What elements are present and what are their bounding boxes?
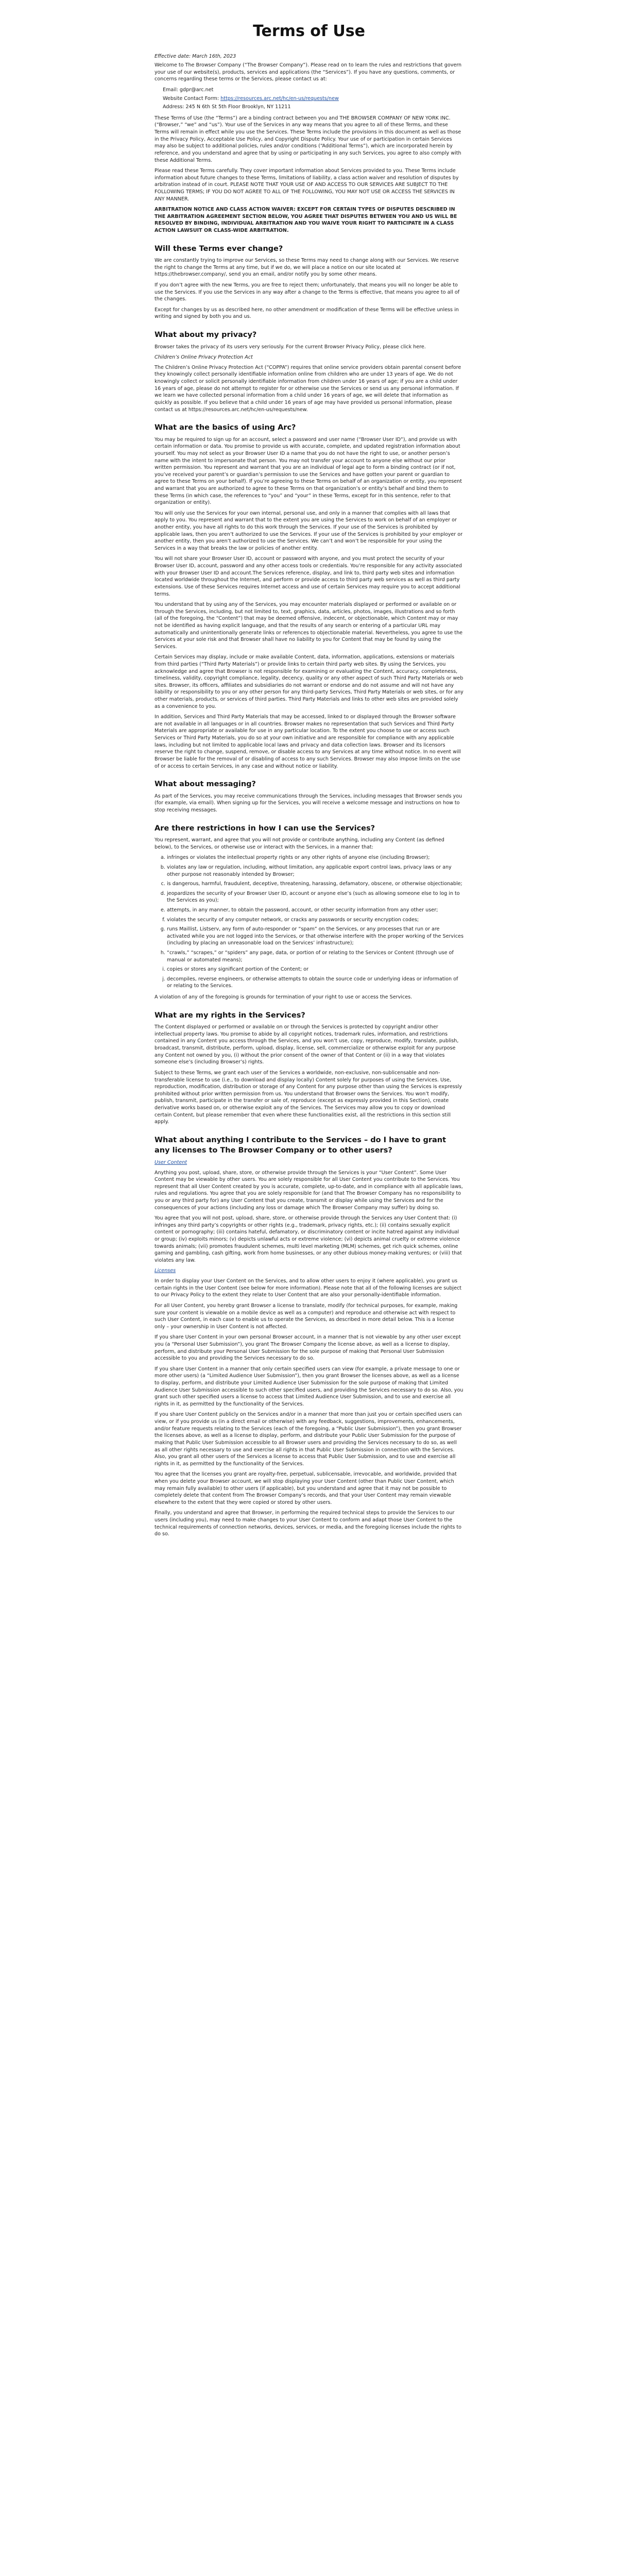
- user-content-subheading: User Content: [154, 1159, 187, 1165]
- restrictions-paragraph-1: You represent, warrant, and agree that you will not provide or contribute anything, including any Content (as defined below), to the Services, or otherwise use or interact with the Services, in a manner that:: [154, 837, 444, 850]
- list-item: b. violates any law or regulation, including, without limitation, any applicable export control laws, privacy laws or any other purpose not reasonably intended by Browser;: [167, 864, 464, 878]
- list-item: j. decompiles, reverse engineers, or otherwise attempts to obtain the source code or underlying ideas or information of or relating to the Services.: [167, 976, 464, 990]
- page-title: Terms of Use: [253, 22, 365, 40]
- contact-address: Address: 245 N 6th St 5th Floor Brooklyn, NY 11211: [163, 104, 291, 110]
- restrictions-list: [154, 854, 464, 990]
- terms-document: [154, 0, 464, 1538]
- changes-paragraph-1: We are constantly trying to improve our Services, so these Terms may need to change along with our Services. We reserve the right to change the Terms at any time, but if we do, we will place a notice on our site located at https://thebrowser.company/, send you an email, and/or notify you by some other means.: [154, 258, 459, 278]
- contact-email: Email: gdpr@arc.net: [163, 87, 214, 93]
- grant-paragraph-5: If you share User Content in your own personal Browser account, in a manner that is not viewable by any other user except you (a “Personal User Submission”), you grant The Browser Company the license above, as well as a license to display, perform, and distribute your Personal User Submission for the sole purpose of making that Personal User Submission accessible to you and providing the Services necessary to do so.: [154, 1334, 461, 1362]
- section-heading-privacy: What about my privacy?: [154, 331, 257, 340]
- effective-date: Effective date: March 16th, 2023: [154, 53, 236, 59]
- grant-paragraph-1: Anything you post, upload, share, store, or otherwise provide through the Services is your “User Content”. Some User Content may be viewable by other users. You are solely responsible for all User Content you contribute to the Services. You represent that all User Content created by you is accurate, complete, up-to-date, and in compliance with all applicable laws, rules and regulations. You agree that you are solely responsible for (and that The Browser Company has no responsibility to you or any third party for) any User Content that you create, transmit or display while using the Services and for the consequences of your actions (including any loss or damage which The Browser Company may suffer) by doing so.: [154, 1170, 463, 1211]
- grant-paragraph-3: In order to display your User Content on the Services, and to allow other users to enjoy it (where applicable), you grant us certain rights in the User Content (see below for more information). Please note that all of the following licenses are subject to our Privacy Policy to the extent they relate to User Content that are also your personally-identifiable information.: [154, 1278, 462, 1298]
- grant-paragraph-4: For all User Content, you hereby grant Browser a license to translate, modify (for technical purposes, for example, making sure your content is viewable on a mobile device as well as a computer) and reproduce and otherwise act with respect to such User Content, in each case to enable us to operate the Services, as described in more detail below. This is a license only – your ownership in User Content is not affected.: [154, 1302, 458, 1330]
- section-heading-grant: What about anything I contribute to the Services – do I have to grant any licenses to The Browser Company or to other users?: [154, 1136, 447, 1155]
- grant-paragraph-7: If you share User Content publicly on the Services and/or in a manner that more than just you or certain specified users can view, or if you provide us (in a direct email or otherwise) with any feedback, suggestions, improvements, enhancements, and/or feature requests relating to the Services (each of the foregoing, a “Public User Submission”), then you grant Browser the licenses above, as well as a license to display, perform, and distribute your Public User Submission for the purpose of making that Public User Submission accessible to all Browser users and providing the Services necessary to do so, as well as all other rights necessary to use and exercise all rights in that Public User Submission in connection with the Services. Also, you grant all other users of the Services a license to access that Public User Submission, and to use and exercise all rights in it, as permitted by the functionality of the Services.: [154, 1412, 462, 1467]
- grant-paragraph-8: You agree that the licenses you grant are royalty-free, perpetual, sublicensable, irrevocable, and worldwide, provided that when you delete your Browser account, we will stop displaying your User Content (other than Public User Content, which may remain fully available) to other users (if applicable), but you understand and agree that it may not be possible to completely delete that content from The Browser Company’s records, and that your User Content may remain viewable elsewhere to the extent that they were copied or stored by other users.: [154, 1471, 457, 1505]
- list-item: e. attempts, in any manner, to obtain the password, account, or other security information from any other user;: [167, 907, 464, 914]
- privacy-paragraph-2: The Children’s Online Privacy Protection Act (“COPPA”) requires that online service providers obtain parental consent before they knowingly collect personally identifiable information online from children who are under 13 years of age. We do not knowingly collect or solicit personally identifiable information from children under 16 years of age; if you are a child under 16 years of age, please do not attempt to register for or otherwise use the Services or send us any personal information. If we learn we have collected personal information from a child under 16 years of age, we will delete that information as quickly as possible. If you believe that a child under 16 years of age may have provided us personal information, please contact us at https://resources.arc.net/hc/en-us/requests/new.: [154, 364, 461, 413]
- contact-form: [163, 95, 464, 103]
- basics-paragraph-3: You will not share your Browser User ID, account or password with anyone, and you must protect the security of your Browser User ID, account, password and any other access tools or credentials. You’re responsible for any activity associated with your Browser User ID and account.The Services reference, display, and link to, third party web sites and information located worldwide throughout the Internet, and perform or provide access to third party web services as well as third party extensions. Use of these Services requires Internet access and use of certain Services may require you to accept additional terms.: [154, 556, 462, 597]
- licenses-subheading: Licenses: [154, 1268, 176, 1274]
- section-heading-rights: What are my rights in the Services?: [154, 1011, 305, 1020]
- basics-paragraph-1: You may be required to sign up for an account, select a password and user name (“Browser User ID”), and provide us with certain information or data. You promise to provide us with accurate, complete, and updated registration information about yourself. You may not select as your Browser User ID a name that you do not have the right to use, or another person’s name with the intent to impersonate that person. You may not transfer your account to anyone else without our prior written permission. You represent and warrant that you are an individual of legal age to form a binding contract (or if not, you’ve received your parent’s or guardian’s permission to use the Services and have gotten your parent or guardian to agree to these Terms on your behalf). If you’re agreeing to these Terms on behalf of an organization or entity, you represent and warrant that you are authorized to agree to these Terms on that organization’s or entity’s behalf and bind them to these Terms (in which case, the references to “you” and “your” in these Terms, except for in this sentence, refer to that organization or entity).: [154, 436, 462, 506]
- grant-paragraph-2: You agree that you will not post, upload, share, store, or otherwise provide through the Services any User Content that: (i) infringes any third party’s copyrights or other rights (e.g., trademark, privacy rights, etc.); (ii) contains sexually explicit content or pornography; (iii) contains hateful, defamatory, or discriminatory content or incite hatred against any individual or group; (iv) exploits minors; (v) depicts unlawful acts or extreme violence; (vi) depicts animal cruelty or extreme violence towards animals; (vii) promotes fraudulent schemes, multi level marketing (MLM) schemes, get rich quick schemes, online gaming and gambling, cash gifting, work from home businesses, or any other dubious money-making ventures; or (viii) that violates any law.: [154, 1215, 462, 1263]
- restrictions-paragraph-2: A violation of any of the foregoing is grounds for termination of your right to use or access the Services.: [154, 994, 413, 1001]
- basics-paragraph-5: Certain Services may display, include or make available Content, data, information, applications, extensions or materials from third parties (“Third Party Materials”) or provide links to certain third party web sites. By using the Services, you acknowledge and agree that Browser is not responsible for examining or evaluating the Content, accuracy, completeness, timeliness, validity, copyright compliance, legality, decency, quality or any other aspect of such Third Party Materials or web sites. Browser, its officers, affiliates and subsidiaries do not warrant or endorse and do not assume and will not have any liability or responsibility to you or any other person for any third-party Services, Third Party Materials or web sites, or for any other materials, products, or services of third parties. Third Party Materials and links to other web sites are provided solely as a convenience to you.: [154, 654, 464, 709]
- changes-paragraph-3: Except for changes by us as described here, no other amendment or modification of these Terms will be effective unless in writing and signed by both you and us.: [154, 307, 459, 320]
- section-heading-restrictions: Are there restrictions in how I can use the Services?: [154, 824, 375, 833]
- section-heading-messaging: What about messaging?: [154, 780, 256, 789]
- contact-form-label: Website Contact Form:: [163, 95, 219, 101]
- rights-paragraph-2: Subject to these Terms, we grant each user of the Services a worldwide, non-exclusive, non-sublicensable and non-transferable license to use (i.e., to download and display locally) Content solely for purposes of using the Services. Use, reproduction, modification, distribution or storage of any Content for any purpose other than using the Services is expressly prohibited without prior written permission from us. You understand that Browser owns the Services. You won’t modify, publish, transmit, participate in the transfer or sale of, reproduce (except as expressly provided in this Section), create derivative works based on, or otherwise exploit any of the Services. The Services may allow you to copy or download certain Content, but please remember that even where these functionalities exist, all the restrictions in this section still apply.: [154, 1070, 462, 1125]
- arbitration-notice: ARBITRATION NOTICE AND CLASS ACTION WAIVER: EXCEPT FOR CERTAIN TYPES OF DISPUTES DESCRIBED IN THE ARBITRATION AGREEMENT SECTION BELOW, YOU AGREE THAT DISPUTES BETWEEN YOU AND US WILL BE RESOLVED BY BINDING, INDIVIDUAL ARBITRATION AND YOU WAIVE YOUR RIGHT TO PARTICIPATE IN A CLASS ACTION LAWSUIT OR CLASS-WIDE ARBITRATION.: [154, 207, 457, 233]
- basics-paragraph-6: In addition, Services and Third Party Materials that may be accessed, linked to or displayed through the Browser software are not available in all languages or in all countries. Browser makes no representation that such Services and Third Party Materials are appropriate or available for use in any particular location. To the extent you choose to use or access such Services or Third Party Materials, you do so at your own initiative and are responsible for compliance with any applicable laws, including but not limited to applicable local laws and privacy and data collection laws. Browser and its licensors reserve the right to change, suspend, remove, or disable access to any Services at any time without notice. In no event will Browser be liable for the removal of or disabling of access to any such Services. Browser may also impose limits on the use of or access to certain Services, in any case and without notice or liability.: [154, 714, 461, 769]
- contact-block: [163, 87, 464, 111]
- list-item: f. violates the security of any computer network, or cracks any passwords or security encryption codes;: [167, 917, 464, 924]
- list-item: i. copies or stores any significant portion of the Content; or: [167, 966, 464, 973]
- agreement-paragraph-2: Please read these Terms carefully. They cover important information about Services provided to you. These Terms include information about future changes to these Terms, limitations of liability, a class action waiver and resolution of disputes by arbitration instead of in court. PLEASE NOTE THAT YOUR USE OF AND ACCESS TO OUR SERVICES ARE SUBJECT TO THE FOLLOWING TERMS; IF YOU DO NOT AGREE TO ALL OF THE FOLLOWING, YOU MAY NOT USE OR ACCESS THE SERVICES IN ANY MANNER.: [154, 168, 459, 202]
- messaging-paragraph-1: As part of the Services, you may receive communications through the Services, including messages that Browser sends you (for example, via email). When signing up for the Services, you will receive a welcome message and instructions on how to stop receiving messages.: [154, 793, 462, 813]
- list-item: g. runs Maillist, Listserv, any form of auto-responder or “spam” on the Services, or any processes that run or are activated while you are not logged into the Services, or that otherwise interfere with the proper working of the Services (including by placing an unreasonable load on the Services’ infrastructure);: [167, 926, 464, 947]
- grant-paragraph-6: If you share User Content in a manner that only certain specified users can view (for example, a private message to one or more other users) (a “Limited Audience User Submission”), then you grant Browser the licenses above, as well as a license to display, perform, and distribute your Limited Audience User Submission for the sole purpose of making that Limited Audience User Submission accessible to such other specified users, and providing the Services necessary to do so. Also, you grant such other specified users a license to access that Limited Audience User Submission, and to use and exercise all rights in it, as permitted by the functionality of the Services.: [154, 1366, 464, 1407]
- intro-paragraph: Welcome to The Browser Company (“The Browser Company”). Please read on to learn the rules and restrictions that govern your use of our website(s), products, services and applications (the “Services”). If you have any questions, comments, or concerns regarding these terms or the Services, please contact us at:: [154, 62, 462, 82]
- list-item: d. jeopardizes the security of your Browser User ID, account or anyone else’s (such as allowing someone else to log in to the Services as you);: [167, 890, 464, 904]
- changes-paragraph-2: If you don’t agree with the new Terms, you are free to reject them; unfortunately, that means you will no longer be able to use the Services. If you use the Services in any way after a change to the Terms is effective, that means you agree to all of the changes.: [154, 282, 460, 302]
- rights-paragraph-1: The Content displayed or performed or available on or through the Services is protected by copyright and/or other intellectual property laws. You promise to abide by all copyright notices, trademark rules, information, and restrictions contained in any Content you access through the Services, and you won’t use, copy, reproduce, modify, translate, publish, broadcast, transmit, distribute, perform, upload, display, license, sell, commercialize or otherwise exploit for any purpose any Content not owned by you, (i) without the prior consent of the owner of that Content or (ii) in a way that violates someone else’s (including Browser’s) rights.: [154, 1024, 459, 1065]
- grant-paragraph-9: Finally, you understand and agree that Browser, in performing the required technical steps to provide the Services to our users (including you), may need to make changes to your User Content to conform and adapt those User Content to the technical requirements of connection networks, devices, services, or media, and the foregoing licenses include the rights to do so.: [154, 1510, 462, 1537]
- agreement-paragraph-1: These Terms of Use (the “Terms”) are a binding contract between you and THE BROWSER COMPANY OF NEW YORK INC. (“Browser,” “we” and “us”). Your use of the Services in any way means that you agree to all of these Terms, and these Terms will remain in effect while you use the Services. These Terms include the provisions in this document as well as those in the Privacy Policy, Acceptable Use Policy, and Copyright Dispute Policy. Your use of or participation in certain Services may also be subject to additional policies, rules and/or conditions (“Additional Terms”), which are incorporated herein by reference, and you understand and agree that by using or participating in any such Services, you agree to also comply with these Additional Terms.: [154, 115, 461, 163]
- list-item: h. “crawls,” “scrapes,” or “spiders” any page, data, or portion of or relating to the Services or Content (through use of manual or automated means);: [167, 950, 464, 963]
- coppa-subheading: Children’s Online Privacy Protection Act: [154, 354, 253, 361]
- section-heading-changes: Will these Terms ever change?: [154, 244, 283, 253]
- basics-paragraph-4: You understand that by using any of the Services, you may encounter materials displayed or performed or available on or through the Services, including, but not limited to, text, graphics, data, articles, photos, images, illustrations and so forth (all of the foregoing, the “Content”) that may be deemed offensive, indecent, or objectionable, which Content may or may not be identified as having explicit language, and that the results of any search or entering of a particular URL may automatically and unintentionally generate links or references to objectionable material. Nevertheless, you agree to use the Services at your sole risk and that Browser shall have no liability to you for Content that may be found by using the Services.: [154, 602, 463, 650]
- privacy-paragraph-1: Browser takes the privacy of its users very seriously. For the current Browser Privacy Policy, please click here.: [154, 344, 426, 350]
- list-item: c. is dangerous, harmful, fraudulent, deceptive, threatening, harassing, defamatory, obscene, or otherwise objectionable;: [167, 880, 464, 888]
- list-item: a. infringes or violates the intellectual property rights or any other rights of anyone else (including Browser);: [167, 854, 464, 861]
- contact-form-link[interactable]: https://resources.arc.net/hc/en-us/requests/new: [220, 95, 339, 101]
- basics-paragraph-2: You will only use the Services for your own internal, personal use, and only in a manner that complies with all laws that apply to you. You represent and warrant that to the extent you are using the Services to work on behalf of an employer or another entity, you have all rights to do this work through the Services. If your use of the Services is prohibited by applicable laws, then you aren’t authorized to use the Services. If your use of the Services is prohibited by your employer or another entity, then you aren’t authorized to use the Services. We can’t and won’t be responsible for your using the Services in a way that breaks the law or policies of another entity.: [154, 510, 463, 551]
- section-heading-basics: What are the basics of using Arc?: [154, 423, 296, 432]
